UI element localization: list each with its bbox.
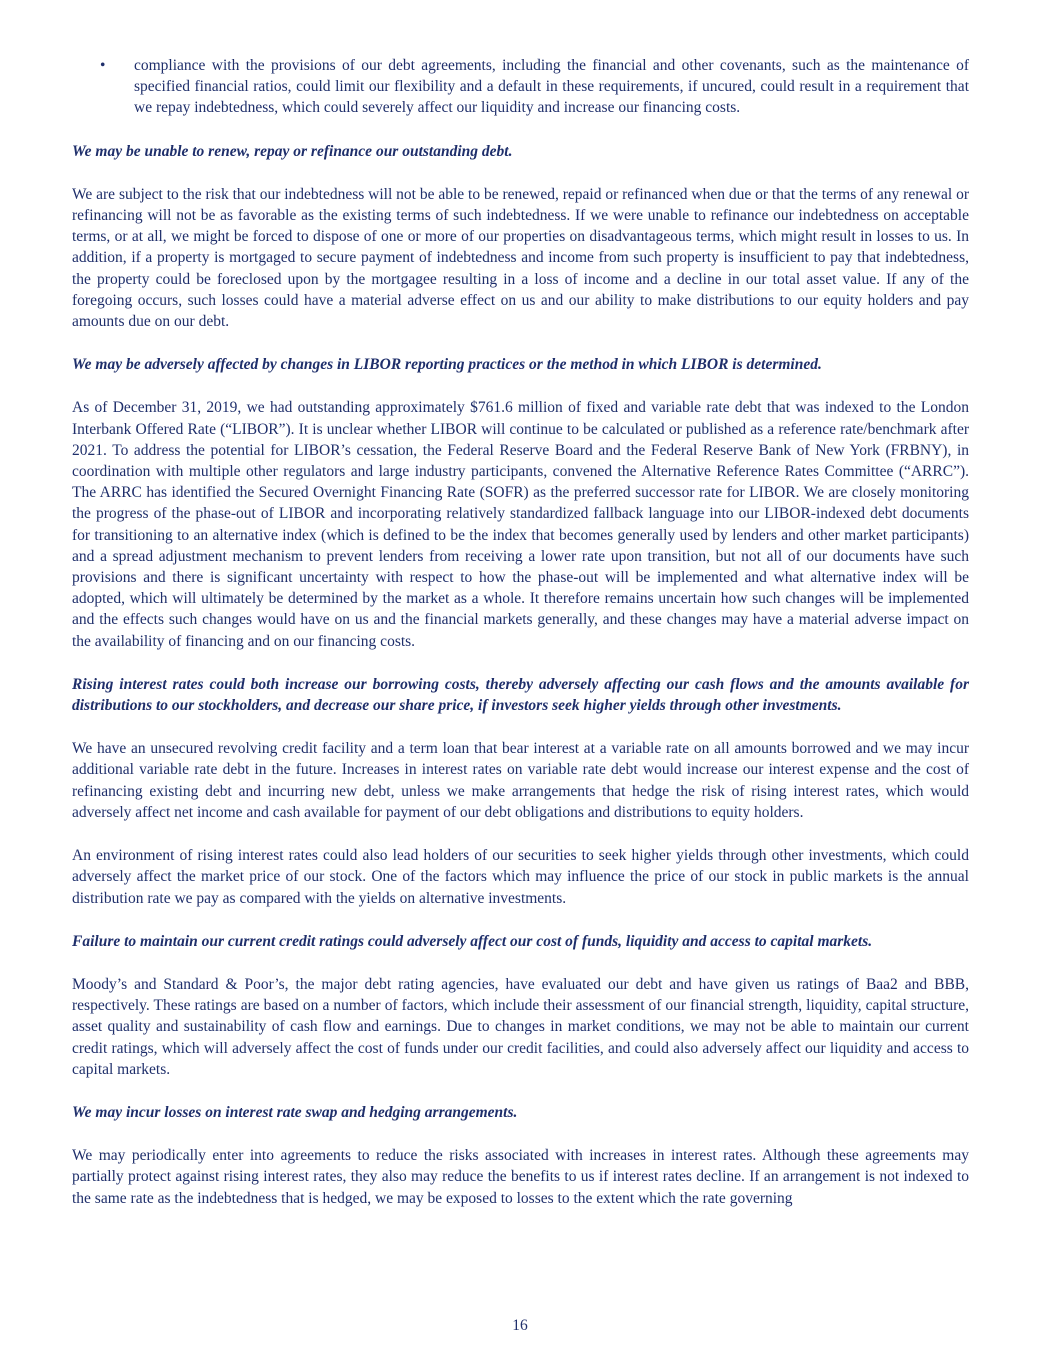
section-heading: Failure to maintain our current credit ratings could adversely affect our cost of funds, liquidity and access to capital markets. xyxy=(72,932,873,950)
section-heading: We may be unable to renew, repay or refinance our outstanding debt. xyxy=(72,142,513,160)
section-paragraph: We have an unsecured revolving credit facility and a term loan that bear interest at a variable rate on all amounts borrowed and we may incur additional variable rate debt in the future. Increases in interest rates on variable rate debt would increase our interest expense and the cost of refinancing existing debt and incurring new debt, unless we make arrangements that hedge the risk of rising interest rates, which would adversely affect net income and cash available for payment of our debt obligations and distributions to equity holders. xyxy=(72,740,969,821)
section-refinance-risk xyxy=(72,141,969,333)
section-interest-rate-risk xyxy=(72,674,969,909)
bullet-list-item xyxy=(72,55,969,119)
page-number: 16 xyxy=(512,1317,528,1334)
section-credit-ratings-risk xyxy=(72,931,969,1080)
bullet-text: compliance with the provisions of our debt agreements, including the financial and other covenants, such as the maintenance of specified financial ratios, could limit our flexibility and a default in these requirements, if uncured, could result in a requirement that we repay indebtedness, which could severely affect our liquidity and increase our financing costs. xyxy=(134,57,969,117)
bullet-marker: • xyxy=(100,57,106,74)
section-paragraph: As of December 31, 2019, we had outstanding approximately $761.6 million of fixed and variable rate debt that was indexed to the London Interbank Offered Rate (“LIBOR”). It is unclear whether LIBOR will continue to be calculated or published as a reference rate/benchmark after 2021. To address the potential for LIBOR’s cessation, the Federal Reserve Board and the Federal Reserve Bank of New York (FRBNY), in coordination with multiple other regulators and large industry participants, convened the Alternative Reference Rates Committee (“ARRC”). The ARRC has identified the Secured Overnight Financing Rate (SOFR) as the preferred successor rate for LIBOR. We are closely monitoring the progress of the phase-out of LIBOR and incorporating relatively standardized fallback language into our LIBOR-indexed debt documents for transitioning to an alternative index (which is defined to be the index that becomes generally used by lenders and other market participants) and a spread adjustment mechanism to prevent lenders from receiving a lower rate upon transition, but not all of our documents have such provisions and there is significant uncertainty with respect to how the phase-out will be implemented and what alternative index will be adopted, which will ultimately be determined by the market as a whole. It therefore remains uncertain how such changes will be implemented and the effects such changes would have on us and the financial markets generally, and these changes may have a material adverse impact on the availability of financing and on our financing costs. xyxy=(72,399,969,650)
document-page xyxy=(72,55,969,1231)
section-paragraph: An environment of rising interest rates could also lead holders of our securities to seek higher yields through other investments, which could adversely affect the market price of our stock. One of the factors which may influence the price of our stock in public markets is the annual distribution rate we pay as compared with the yields on alternative investments. xyxy=(72,847,969,907)
section-heading: We may incur losses on interest rate swap and hedging arrangements. xyxy=(72,1103,518,1121)
section-libor-risk xyxy=(72,354,969,652)
section-paragraph: Moody’s and Standard & Poor’s, the major debt rating agencies, have evaluated our debt and have given us ratings of Baa2 and BBB, respectively. These ratings are based on a number of factors, which include their assessment of our financial strength, liquidity, capital structure, asset quality and sustainability of cash flow and earnings. Due to changes in market conditions, we may not be able to maintain our current credit ratings, which will adversely affect the cost of funds under our credit facilities, and could also adversely affect our liquidity and access to capital markets. xyxy=(72,975,969,1078)
section-paragraph: We are subject to the risk that our indebtedness will not be able to be renewed, repaid or refinanced when due or that the terms of any renewal or refinancing will not be as favorable as the existing terms of such indebtedness. If we were unable to refinance our indebtedness on acceptable terms, or at all, we might be forced to dispose of one or more of our properties on disadvantageous terms, which might result in losses to us. In addition, if a property is mortgaged to secure payment of indebtedness and income from such property is insufficient to pay that indebtedness, the property could be foreclosed upon by the mortgagee resulting in a loss of income and a decline in our total asset value. If any of the foregoing occurs, such losses could have a material adverse effect on us and our ability to make distributions to our equity holders and pay amounts due on our debt. xyxy=(72,185,969,331)
section-paragraph: We may periodically enter into agreements to reduce the risks associated with increases in interest rates. Although these agreements may partially protect against rising interest rates, they also may reduce the benefits to us if interest rates decline. If an arrangement is not indexed to the same rate as the indebtedness that is hedged, we may be exposed to losses to the extent which the rate governing xyxy=(72,1147,969,1207)
section-heading: Rising interest rates could both increase our borrowing costs, thereby adversely affecting our cash flows and the amounts available for distributions to our stockholders, and decrease our share price, if investors seek higher yields through other investments. xyxy=(72,675,969,715)
section-heading: We may be adversely affected by changes in LIBOR reporting practices or the method in which LIBOR is determined. xyxy=(72,356,822,374)
section-hedging-risk xyxy=(72,1102,969,1209)
